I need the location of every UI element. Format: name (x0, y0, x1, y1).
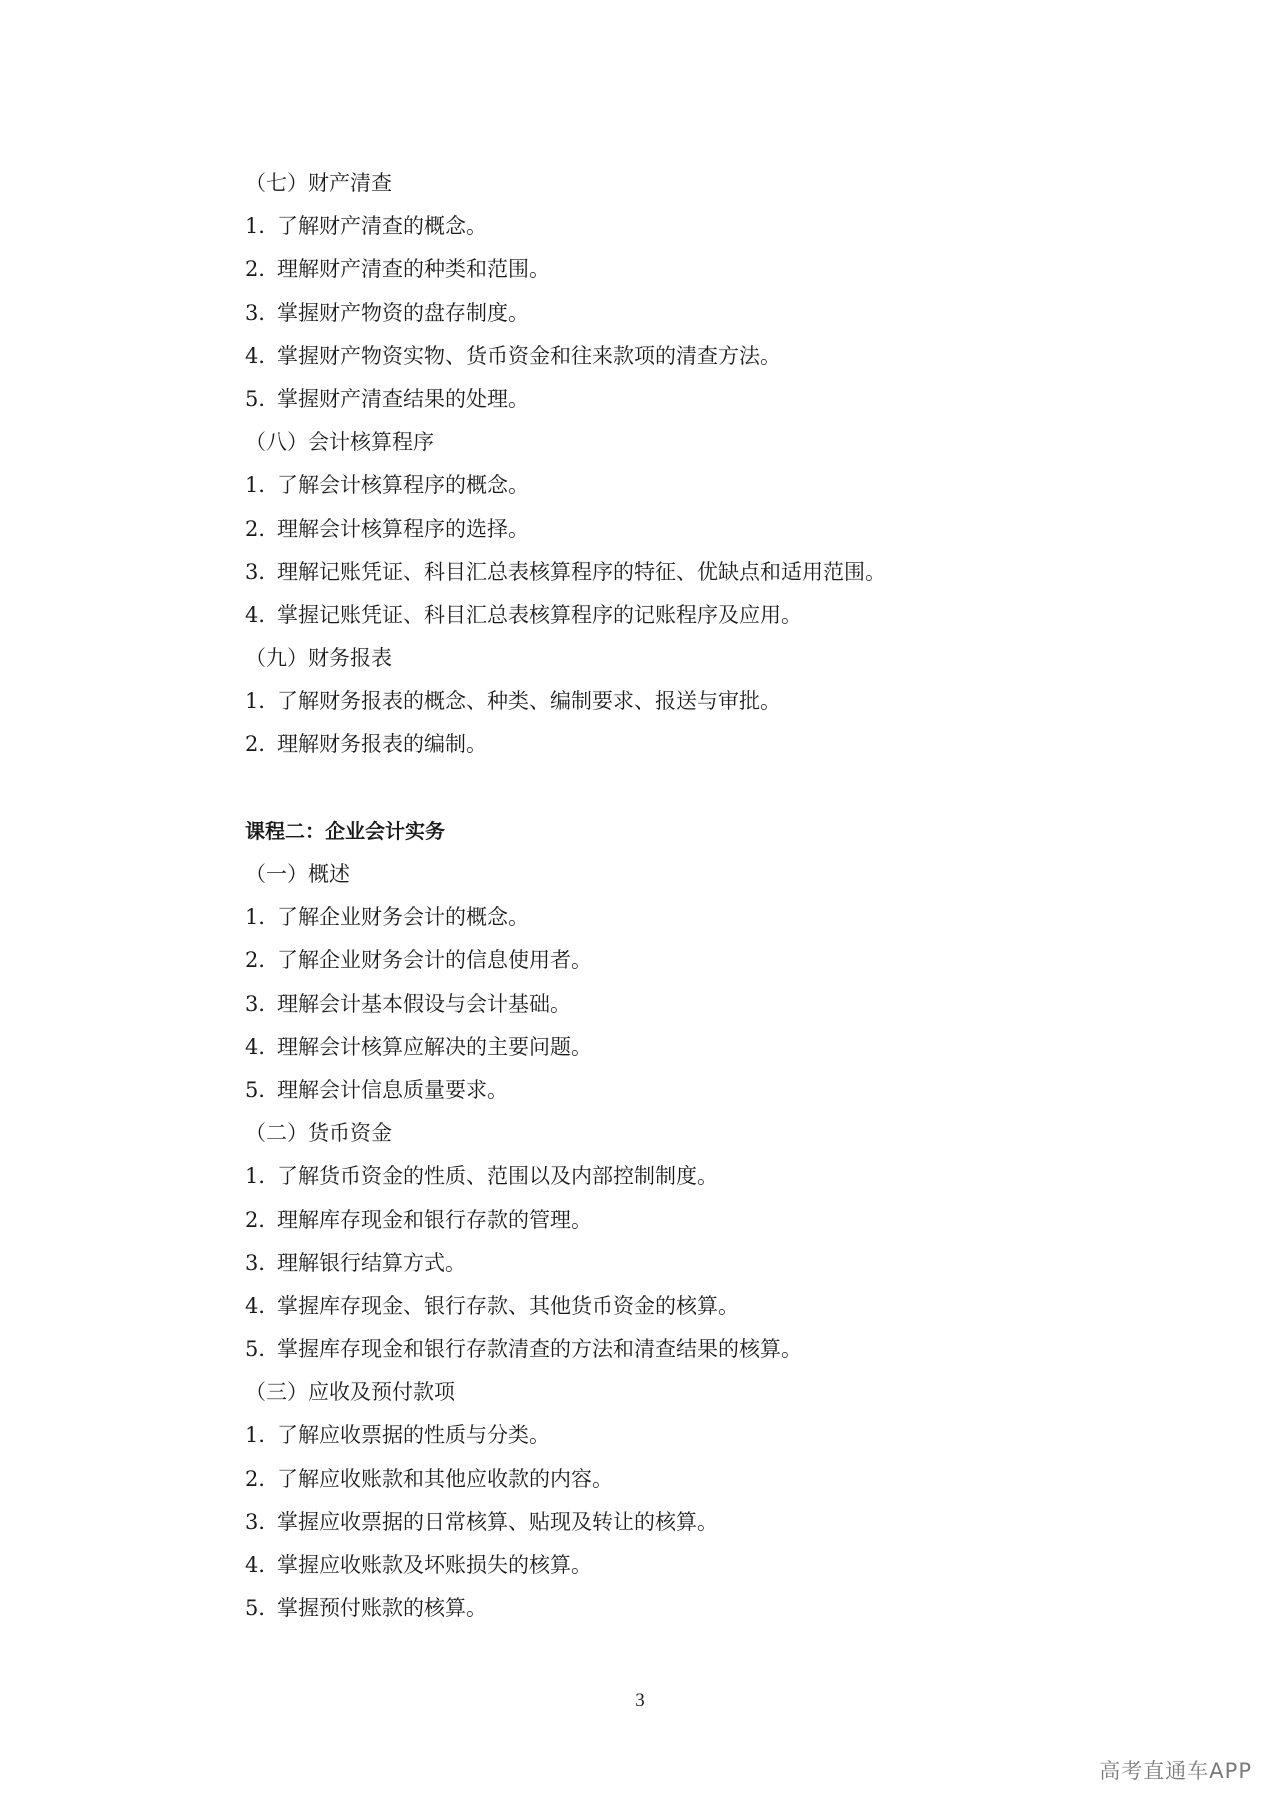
list-item (245, 1458, 1145, 1501)
list-item (245, 1026, 1145, 1069)
item-text: 理解库存现金和银行存款的管理。 (277, 1207, 592, 1232)
list-item (245, 1501, 1145, 1544)
section-heading: （三）应收及预付款项 (245, 1380, 455, 1405)
list-item (245, 1414, 1145, 1457)
item-text: 掌握库存现金、银行存款、其他货币资金的核算。 (277, 1293, 739, 1318)
list-item (245, 1199, 1145, 1242)
blank-line (245, 767, 1145, 810)
list-item (245, 335, 1145, 378)
item-number: 1． (245, 905, 280, 930)
item-text: 了解应收票据的性质与分类。 (277, 1423, 550, 1448)
page-content (245, 162, 1145, 1630)
item-number: 1． (245, 689, 280, 714)
item-number: 3． (245, 991, 280, 1016)
item-number: 3． (245, 1509, 280, 1534)
course-title: 课程二：企业会计实务 (245, 818, 445, 843)
item-text: 掌握财产物资的盘存制度。 (277, 300, 529, 325)
item-text: 了解企业财务会计的概念。 (277, 905, 529, 930)
item-number: 3． (245, 300, 280, 325)
list-item (245, 896, 1145, 939)
item-number: 3． (245, 559, 280, 584)
list-item (245, 464, 1145, 507)
item-text: 掌握记账凭证、科目汇总表核算程序的记账程序及应用。 (277, 602, 802, 627)
item-text: 了解财务报表的概念、种类、编制要求、报送与审批。 (277, 689, 781, 714)
item-number: 4． (245, 602, 280, 627)
item-number: 2． (245, 1466, 280, 1491)
list-item (245, 1285, 1145, 1328)
list-item (245, 723, 1145, 766)
section-heading: （九）财务报表 (245, 646, 392, 671)
item-number: 2． (245, 1207, 280, 1232)
item-text: 理解会计核算程序的选择。 (277, 516, 529, 541)
item-text: 理解会计核算应解决的主要问题。 (277, 1034, 592, 1059)
section-heading: （八）会计核算程序 (245, 430, 434, 455)
item-text: 理解会计基本假设与会计基础。 (277, 991, 571, 1016)
list-item (245, 378, 1145, 421)
item-text: 掌握财产清查结果的处理。 (277, 386, 529, 411)
item-number: 2． (245, 948, 280, 973)
list-item (245, 594, 1145, 637)
item-number: 4． (245, 1553, 280, 1577)
item-number: 1． (245, 1164, 280, 1189)
section-heading: （二）货币资金 (245, 1121, 392, 1146)
item-text: 了解财产清查的概念。 (277, 214, 487, 239)
list-item (245, 939, 1145, 982)
item-number: 4． (245, 1293, 280, 1318)
item-number: 5． (245, 1337, 280, 1362)
item-number: 2． (245, 732, 280, 757)
section-heading: （一）概述 (245, 862, 350, 886)
item-number: 5． (245, 1077, 280, 1102)
list-item (245, 983, 1145, 1026)
watermark: 高考直通车APP (1099, 1759, 1252, 1783)
list-item (245, 508, 1145, 551)
list-item (245, 292, 1145, 335)
item-text: 了解货币资金的性质、范围以及内部控制制度。 (277, 1164, 718, 1189)
item-text: 掌握库存现金和银行存款清查的方法和清查结果的核算。 (277, 1337, 802, 1362)
item-number: 5． (245, 1596, 280, 1621)
list-item (245, 1544, 1145, 1587)
list-item (245, 1069, 1145, 1112)
item-text: 理解记账凭证、科目汇总表核算程序的特征、优缺点和适用范围。 (277, 559, 886, 584)
list-item (245, 1328, 1145, 1371)
item-number: 2． (245, 257, 280, 282)
item-text: 掌握应收账款及坏账损失的核算。 (277, 1553, 592, 1577)
list-item (245, 680, 1145, 723)
item-text: 了解会计核算程序的概念。 (277, 473, 529, 498)
item-text: 理解财产清查的种类和范围。 (277, 257, 550, 282)
section-heading: （七）财产清查 (245, 171, 392, 195)
item-text: 理解财务报表的编制。 (277, 732, 487, 757)
item-number: 4． (245, 343, 280, 368)
item-number: 1． (245, 1423, 280, 1448)
item-number: 5． (245, 386, 280, 411)
item-text: 掌握预付账款的核算。 (277, 1596, 487, 1621)
item-number: 2． (245, 516, 280, 541)
list-item (245, 551, 1145, 594)
item-text: 了解应收账款和其他应收款的内容。 (277, 1466, 613, 1491)
item-number: 3． (245, 1250, 280, 1275)
item-number: 1． (245, 473, 280, 498)
item-text: 掌握财产物资实物、货币资金和往来款项的清查方法。 (277, 343, 781, 368)
item-text: 理解银行结算方式。 (277, 1250, 466, 1275)
item-number: 4． (245, 1034, 280, 1059)
item-text: 理解会计信息质量要求。 (277, 1077, 508, 1102)
page-number: 3 (635, 1690, 645, 1711)
list-item (245, 205, 1145, 248)
list-item (245, 1587, 1145, 1630)
item-text: 掌握应收票据的日常核算、贴现及转让的核算。 (277, 1509, 718, 1534)
list-item (245, 1155, 1145, 1198)
list-item (245, 1242, 1145, 1285)
item-text: 了解企业财务会计的信息使用者。 (277, 948, 592, 973)
list-item (245, 248, 1145, 291)
item-number: 1． (245, 214, 280, 239)
